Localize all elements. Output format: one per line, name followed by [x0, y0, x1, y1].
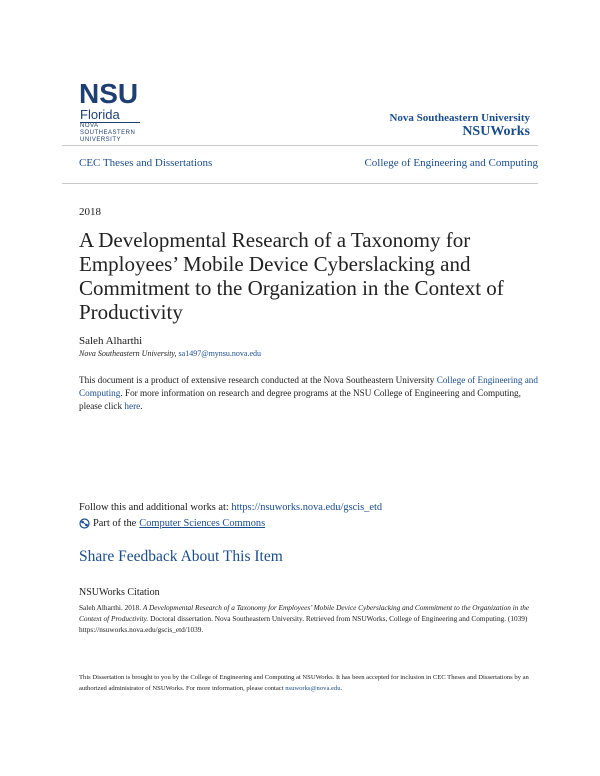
- logo-florida: Florida: [80, 107, 120, 122]
- description-text-3: .: [140, 401, 143, 411]
- document-title: A Developmental Research of a Taxonomy for Employees’ Mobile Device Cyberslacking and Commitment to the Organization in the Context of Productivity: [79, 228, 504, 324]
- follow-line: [79, 502, 382, 513]
- follow-label: Follow this and additional works at:: [79, 502, 232, 513]
- collection-link-right[interactable]: College of Engineering and Computing: [364, 157, 538, 169]
- logo-subtitle: NOVA SOUTHEASTERN UNIVERSITY: [80, 123, 136, 143]
- contact-email-link[interactable]: nsuworks@nova.edu: [285, 685, 341, 692]
- college-link[interactable]: College of Engineering and Computing: [79, 375, 538, 398]
- repository-name[interactable]: NSUWorks: [462, 124, 530, 139]
- part-of-line: [79, 518, 265, 529]
- author-email-link[interactable]: sa1497@mynsu.nova.edu: [178, 349, 262, 358]
- author-name: Saleh Alharthi: [79, 335, 143, 347]
- university-name[interactable]: Nova Southeastern University: [389, 112, 530, 124]
- citation-details: Doctoral dissertation. Nova Southeastern University. Retrieved from NSUWorks, College of Engineering and Computing. (1039) https://nsuworks.nova.edu/gscis_etd/1039.: [79, 614, 528, 634]
- network-commons-icon: [79, 518, 90, 529]
- description-text-1: This document is a product of extensive research conducted at the Nova Southeastern University: [79, 375, 437, 385]
- part-of-label: Part of the: [93, 518, 137, 529]
- citation-title: A Developmental Research of a Taxonomy for Employees’ Mobile Device Cyberslacking and Commitment to the Organization in the Context of Productivity.: [79, 603, 530, 623]
- footer-notice: [79, 672, 539, 694]
- affiliation-text: Nova Southeastern University,: [79, 349, 177, 358]
- author-affiliation: [79, 349, 261, 358]
- footer-text: This Dissertation is brought to you by the College of Engineering and Computing at NSUWorks. It has been accepted for inclusion in CEC Theses and Dissertations by an authorized administrator of NSUWorks. For more information, please contact: [79, 674, 529, 692]
- share-feedback-link[interactable]: Share Feedback About This Item: [79, 548, 283, 565]
- top-divider: [62, 145, 538, 146]
- description-text-2: . For more information on research and degree programs at the NSU College of Engineering and Computing, please click: [79, 388, 521, 411]
- here-link[interactable]: here: [124, 401, 141, 411]
- document-description: [79, 374, 541, 413]
- citation-heading: NSUWorks Citation: [79, 587, 160, 598]
- collections-divider: [62, 183, 538, 184]
- follow-url-link[interactable]: https://nsuworks.nova.edu/gscis_etd: [231, 502, 383, 513]
- citation-author-year: Saleh Alharthi. 2018.: [79, 603, 143, 612]
- footer-end: .: [340, 685, 343, 692]
- nsu-logo: NSU: [79, 78, 139, 109]
- computer-sciences-commons-link[interactable]: Computer Sciences Commons: [139, 518, 266, 529]
- publication-year: 2018: [79, 206, 101, 218]
- collection-link-left[interactable]: CEC Theses and Dissertations: [79, 157, 213, 169]
- citation-text: [79, 602, 539, 635]
